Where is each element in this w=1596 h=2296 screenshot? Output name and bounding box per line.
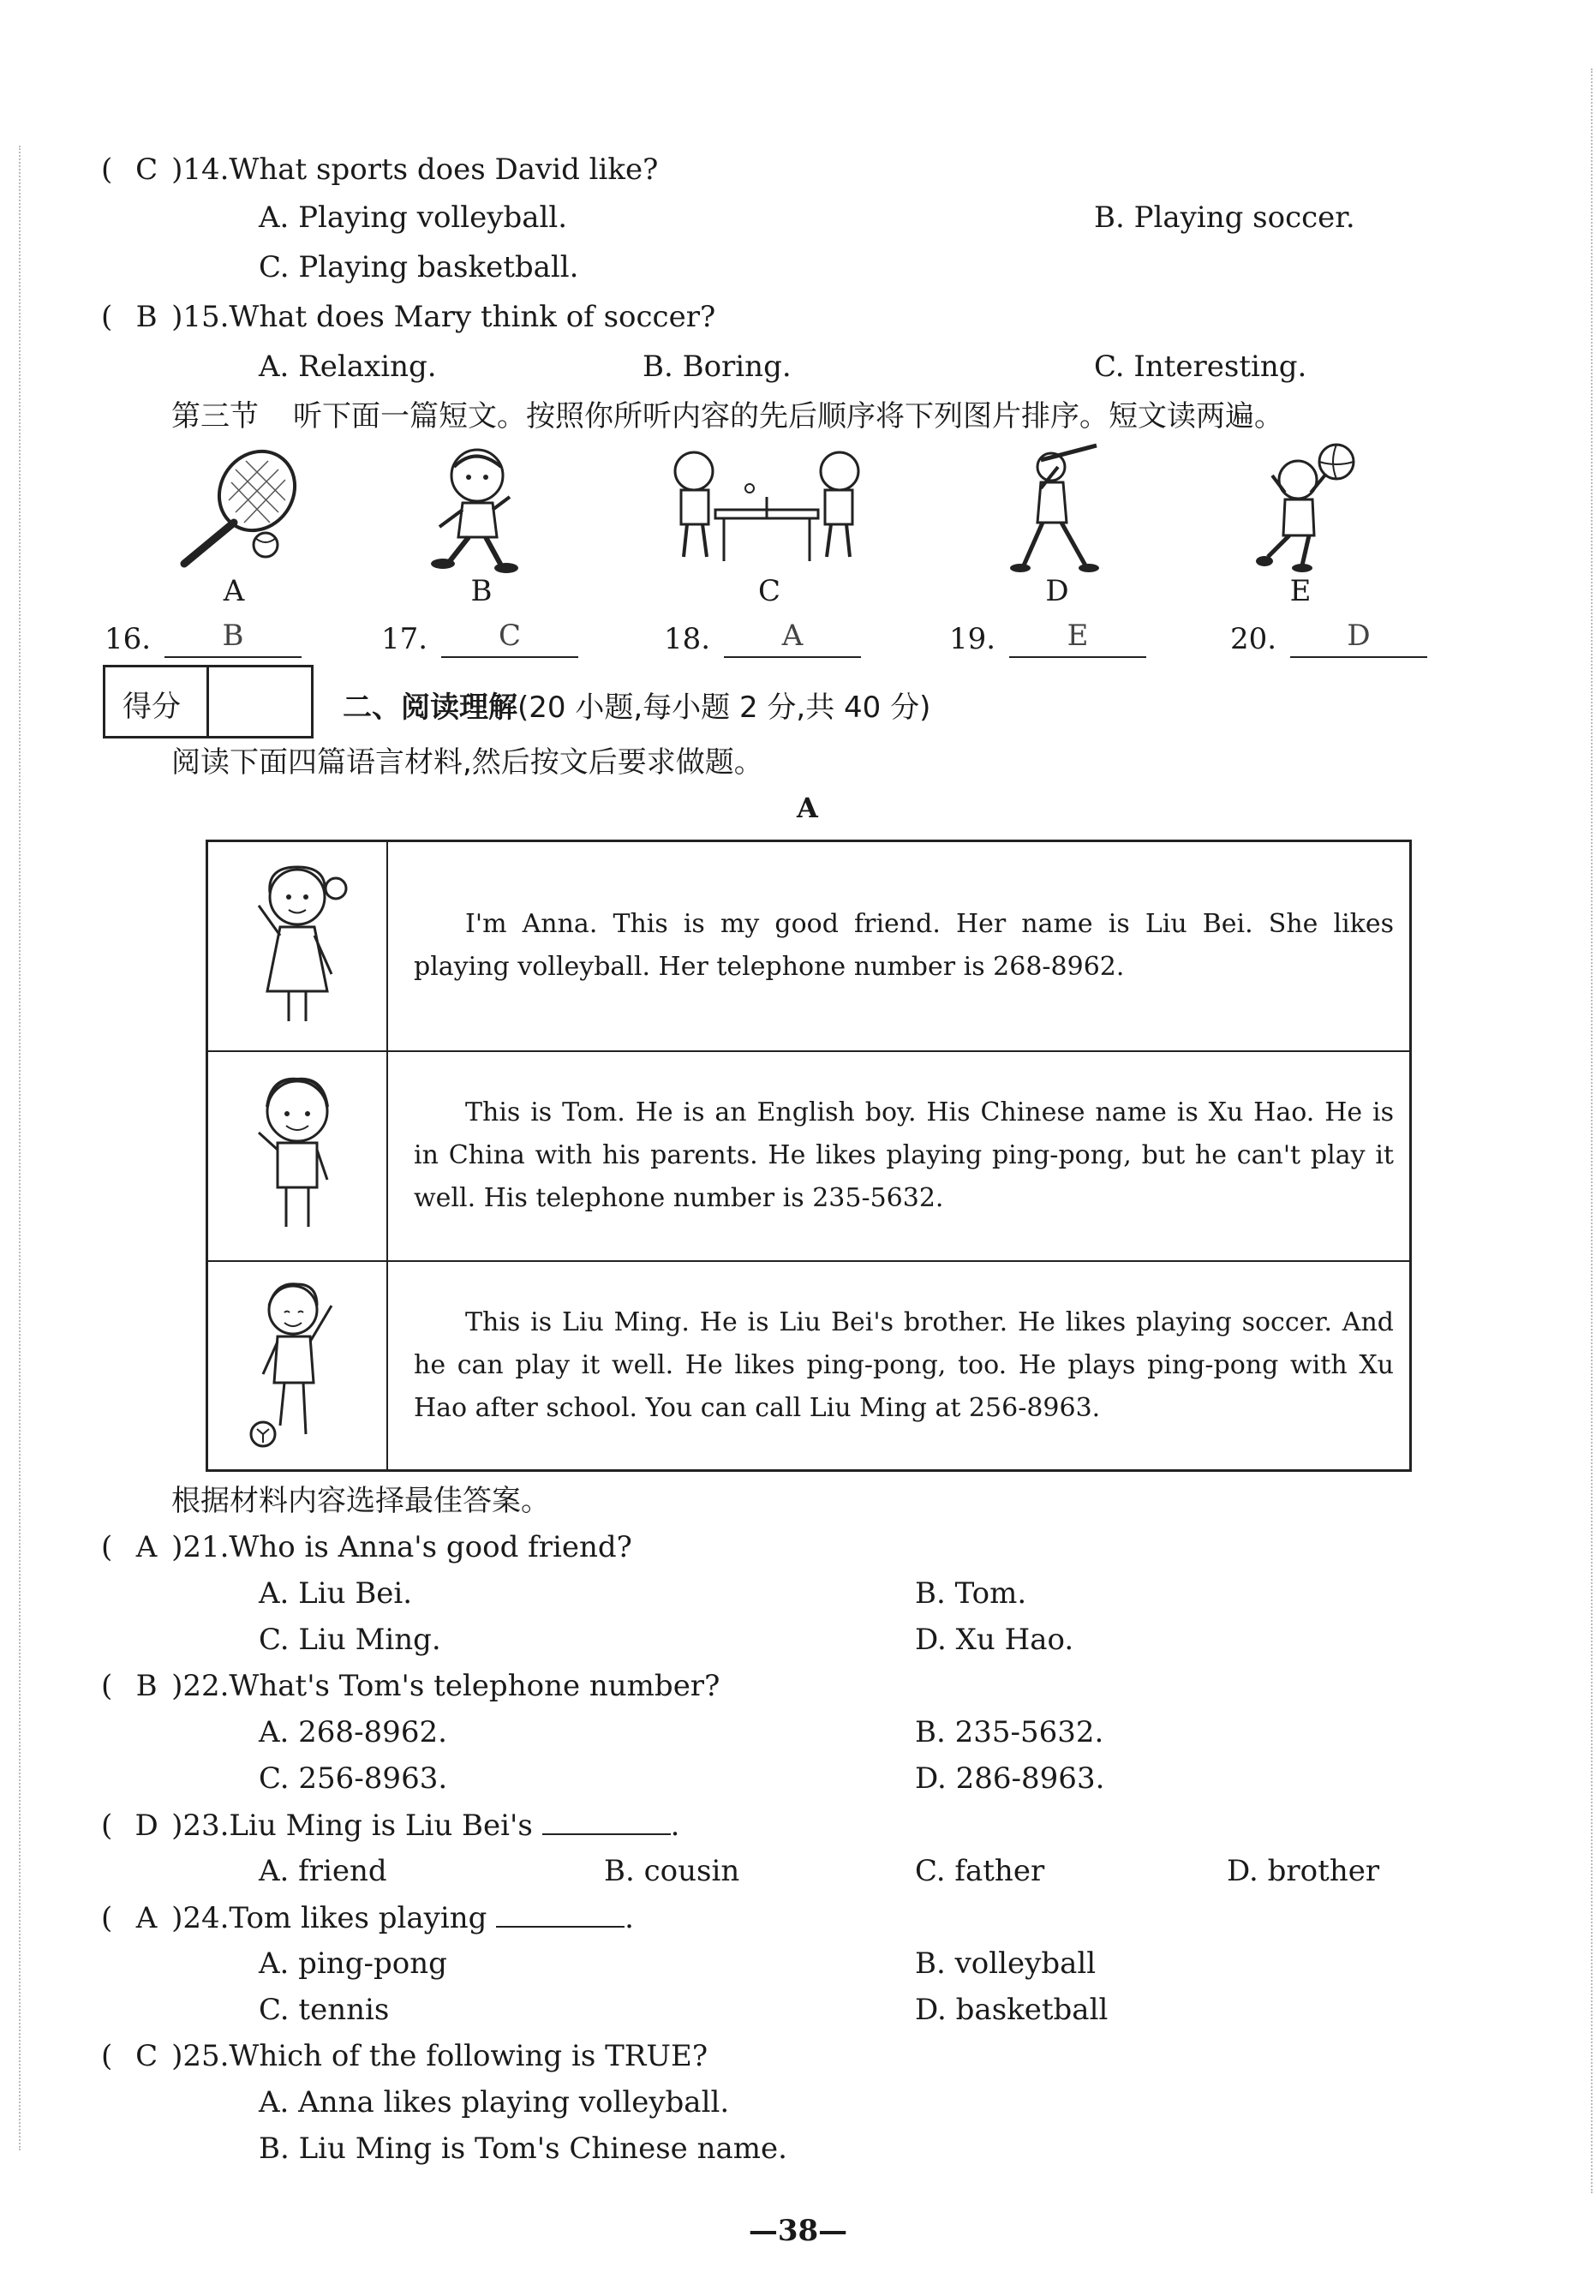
answer-17-value: C [441,619,578,658]
picture-label-d: D [1045,574,1069,608]
option-22a: A. 268-8962. [259,1715,447,1749]
option-15a: A. Relaxing. [259,350,437,384]
answer-18-value: A [724,619,861,658]
option-22d: D. 286-8963. [915,1761,1105,1796]
ping-pong-icon [660,445,874,565]
answer-16-value: B [164,619,302,658]
option-24d: D. basketball [915,1993,1109,2027]
left-binding-edge [19,146,21,2150]
option-21c: C. Liu Ming. [259,1623,441,1657]
option-23c: C. father [915,1854,1045,1888]
option-23a: A. friend [259,1854,387,1888]
option-14c: C. Playing basketball. [259,250,579,284]
girl-icon [242,854,353,1034]
boy-waving-icon [242,1064,353,1244]
answer-15: B [135,300,158,334]
question-22: ( B )22.What's Tom's telephone number? [101,1669,720,1703]
part2-title: 二、阅读理解(20 小题,每小题 2 分,共 40 分) [343,691,931,725]
passage-text-tom: This is Tom. He is an English boy. His Chinese name is Xu Hao. He is in China with his parents. He likes playing ping-pong, but he can't play it well. His telephone number is 235-5632. [414,1097,1394,1213]
right-binding-edge [1591,69,1593,2193]
picture-label-e: E [1289,574,1312,608]
question-14: ( C )14.What sports does David like? [101,152,659,187]
question-21: ( A )21.Who is Anna's good friend? [101,1530,632,1564]
question-23: ( D )23.Liu Ming is Liu Bei's . [101,1809,680,1843]
option-14b: B. Playing soccer. [1094,200,1355,235]
score-label: 得分 [123,690,181,724]
part2-title-note: (20 小题,每小题 2 分,共 40 分) [517,691,931,725]
answer-20-number: 20. [1230,622,1277,656]
question-23-text: Liu Ming is Liu Bei's [229,1809,533,1843]
answer-24: A [135,1901,158,1935]
option-24a: A. ping-pong [259,1946,447,1981]
passage-letter: A [797,792,818,824]
answer-16-number: 16. [105,622,152,656]
option-14a: A. Playing volleyball. [259,200,568,235]
answer-18-number: 18. [664,622,711,656]
choose-instruction: 根据材料内容选择最佳答案。 [171,1484,550,1518]
question-25-text: Which of the following is TRUE? [229,2039,708,2073]
question-24: ( A )24.Tom likes playing . [101,1901,634,1935]
passage-text-liu-ming: This is Liu Ming. He is Liu Bei's brother. He likes playing soccer. And he can play it well. He likes ping-pong, too. He plays ping-pong with Xu Hao after school. You can call Liu Ming at 256-8963. [414,1306,1394,1423]
option-24c: C. tennis [259,1993,390,2027]
blank-23 [542,1808,671,1835]
passage-row [207,841,1411,1051]
answer-23: D [134,1809,158,1843]
answer-25: C [135,2039,158,2073]
score-box [103,665,314,738]
option-15c: C. Interesting. [1094,350,1307,384]
picture-label-a: A [223,574,245,608]
baseball-player-icon [1007,441,1109,574]
answer-22: B [135,1669,158,1703]
option-23b: B. cousin [604,1854,740,1888]
picture-label-b: B [470,574,493,608]
option-25a: A. Anna likes playing volleyball. [259,2085,730,2120]
option-21d: D. Xu Hao. [915,1623,1074,1657]
passage-row [207,1051,1411,1261]
passage-table [206,840,1412,1472]
question-14-text: What sports does David like? [229,152,659,187]
basketball-player-icon [1251,441,1362,574]
question-21-text: Who is Anna's good friend? [229,1530,632,1564]
option-21b: B. Tom. [915,1576,1027,1611]
tennis-racket-icon [167,444,304,572]
question-15-text: What does Mary think of soccer? [229,300,716,334]
question-15: ( B )15.What does Mary think of soccer? [101,300,716,334]
question-24-text: Tom likes playing [229,1901,487,1935]
picture-label-c: C [757,574,780,608]
question-22-text: What's Tom's telephone number? [229,1669,720,1703]
option-22c: C. 256-8963. [259,1761,448,1796]
answer-20-value: D [1290,619,1427,658]
passage-text-anna: I'm Anna. This is my good friend. Her name is Liu Bei. She likes playing volleyball. Her telephone number is 268-8962. [414,909,1394,983]
boy-soccer-icon [242,1271,353,1456]
passage-row [207,1261,1411,1471]
answer-14: C [135,152,158,187]
answer-19-value: E [1009,619,1146,658]
option-24b: B. volleyball [915,1946,1097,1981]
page-number: —38— [748,2214,848,2248]
option-15b: B. Boring. [643,350,792,384]
blank-24 [496,1900,625,1928]
option-22b: B. 235-5632. [915,1715,1104,1749]
answer-19-number: 19. [949,622,996,656]
option-25b: B. Liu Ming is Tom's Chinese name. [259,2132,787,2166]
question-25: ( C )25.Which of the following is TRUE? [101,2039,708,2073]
option-21a: A. Liu Bei. [259,1576,413,1611]
section3-instruction: 听下面一篇短文。按照你所听内容的先后顺序将下列图片排序。短文读两遍。 [293,399,1283,433]
section3-heading: 第三节 听下面一篇短文。按照你所听内容的先后顺序将下列图片排序。短文读两遍。 [171,399,1283,433]
option-23d: D. brother [1227,1854,1380,1888]
answer-17-number: 17. [381,622,428,656]
part2-instruction: 阅读下面四篇语言材料,然后按文后要求做题。 [171,745,763,780]
running-boy-icon [424,441,527,574]
answer-21: A [135,1530,158,1564]
